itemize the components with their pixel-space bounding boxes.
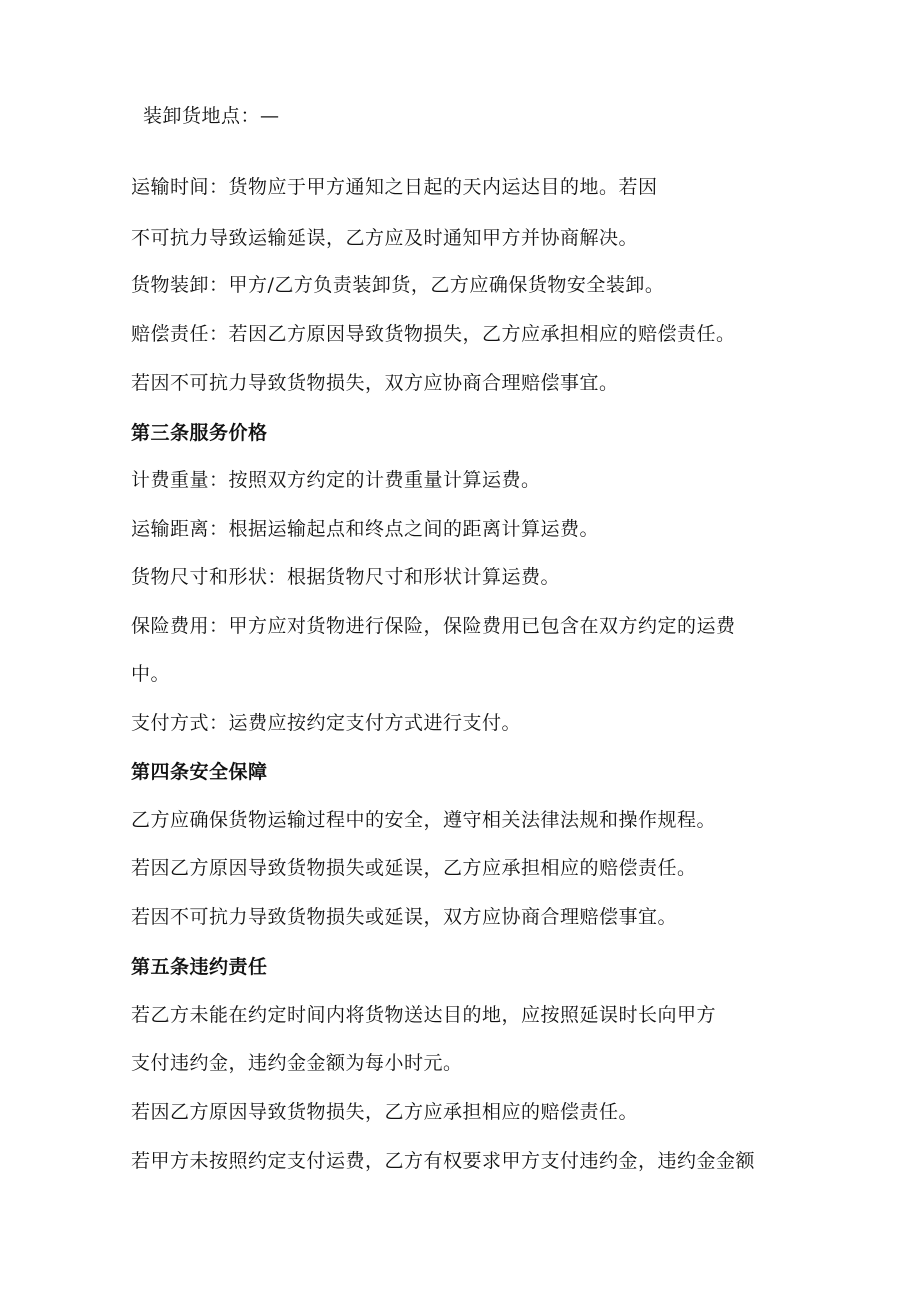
text-line-safety: 乙方应确保货物运输过程中的安全，遵守相关法律法规和操作规程。 — [131, 809, 717, 831]
text-line-loss-liability: 若因乙方原因导致货物损失，乙方应承担相应的赔偿责任。 — [131, 1101, 639, 1123]
text-line-billing-weight: 计费重量：按照双方约定的计费重量计算运费。 — [131, 469, 541, 491]
text-line-transport-time: 运输时间：货物应于甲方通知之日起的天内运达目的地。若因 — [131, 176, 658, 198]
text-line-delay-penalty-cont: 支付违约金，违约金金额为每小时元。 — [131, 1052, 463, 1074]
section-heading-article-4: 第四条安全保障 — [131, 761, 268, 783]
text-line-insurance-cont: 中。 — [131, 663, 171, 685]
section-heading-article-3: 第三条服务价格 — [131, 422, 268, 444]
text-line-insurance: 保险费用：甲方应对货物进行保险，保险费用已包含在双方约定的运费 — [131, 615, 736, 637]
text-line-cargo-size: 货物尺寸和形状：根据货物尺寸和形状计算运费。 — [131, 566, 561, 588]
text-line-loading-location: 装卸货地点：— — [143, 105, 280, 127]
text-line-force-majeure-delay: 不可抗力导致运输延误，乙方应及时通知甲方并协商解决。 — [131, 227, 639, 249]
text-line-force-majeure-loss: 若因不可抗力导致货物损失，双方应协商合理赔偿事宜。 — [131, 372, 619, 394]
text-line-cargo-handling: 货物装卸：甲方/乙方负责装卸货，乙方应确保货物安全装卸。 — [131, 274, 665, 296]
text-line-delay-penalty: 若乙方未能在约定时间内将货物送达目的地，应按照延误时长向甲方 — [131, 1004, 717, 1026]
text-line-safety-force-majeure: 若因不可抗力导致货物损失或延误，双方应协商合理赔偿事宜。 — [131, 906, 678, 928]
text-line-compensation: 赔偿责任：若因乙方原因导致货物损失，乙方应承担相应的赔偿责任。 — [131, 323, 736, 345]
text-line-payment-default: 若甲方未按照约定支付运费，乙方有权要求甲方支付违约金，违约金金额 — [131, 1150, 756, 1172]
text-line-safety-liability: 若因乙方原因导致货物损失或延误，乙方应承担相应的赔偿责任。 — [131, 857, 697, 879]
text-line-payment-method: 支付方式：运费应按约定支付方式进行支付。 — [131, 712, 522, 734]
section-heading-article-5: 第五条违约责任 — [131, 956, 268, 978]
text-line-transport-distance: 运输距离：根据运输起点和终点之间的距离计算运费。 — [131, 518, 600, 540]
